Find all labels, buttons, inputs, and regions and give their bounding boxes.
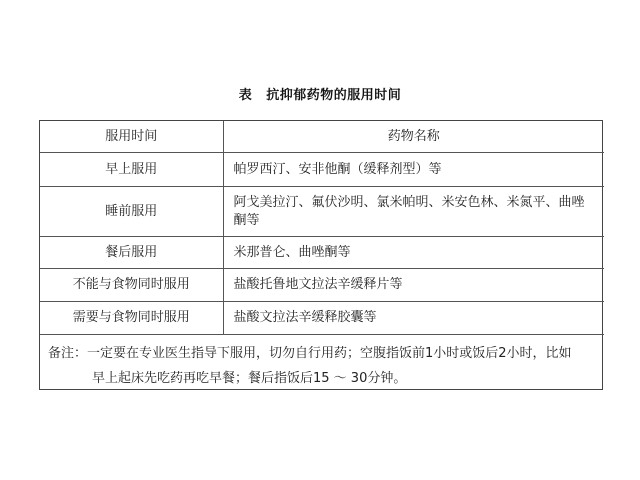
header-drugs: 药物名称 xyxy=(223,121,604,153)
note-line-1: 备注：一定要在专业医生指导下服用，切勿自行用药；空腹指饭前1小时或饭后2小时，比如 xyxy=(48,346,572,361)
table-caption xyxy=(0,84,640,103)
row-time: 需要与食物同时服用 xyxy=(40,302,223,335)
table-header-row xyxy=(40,121,604,153)
header-time: 服用时间 xyxy=(40,121,223,153)
row-drugs: 帕罗西汀、安非他酮（缓释剂型）等 xyxy=(223,153,604,187)
caption-title: 抗抑郁药物的服用时间 xyxy=(266,88,402,103)
row-drugs: 盐酸文拉法辛缓释胶囊等 xyxy=(223,302,604,335)
row-time: 餐后服用 xyxy=(40,237,223,269)
table-note-row xyxy=(40,335,604,402)
row-time: 不能与食物同时服用 xyxy=(40,269,223,302)
note-line-2: 早上起床先吃药再吃早餐；餐后指饭后15 ～ 30分钟。 xyxy=(92,371,407,386)
row-drugs: 盐酸托鲁地文拉法辛缓释片等 xyxy=(223,269,604,302)
row-time: 睡前服用 xyxy=(40,187,223,237)
table-note xyxy=(40,335,604,402)
table-row xyxy=(40,237,604,269)
medication-timing-table xyxy=(39,120,603,390)
caption-label: 表 xyxy=(238,88,253,103)
table-row xyxy=(40,153,604,187)
table-row xyxy=(40,269,604,302)
table-row xyxy=(40,187,604,237)
row-time: 早上服用 xyxy=(40,153,223,187)
row-drugs: 阿戈美拉汀、氟伏沙明、氯米帕明、米安色林、米氮平、曲唑酮等 xyxy=(223,187,604,237)
row-drugs: 米那普仑、曲唑酮等 xyxy=(223,237,604,269)
table-row xyxy=(40,302,604,335)
